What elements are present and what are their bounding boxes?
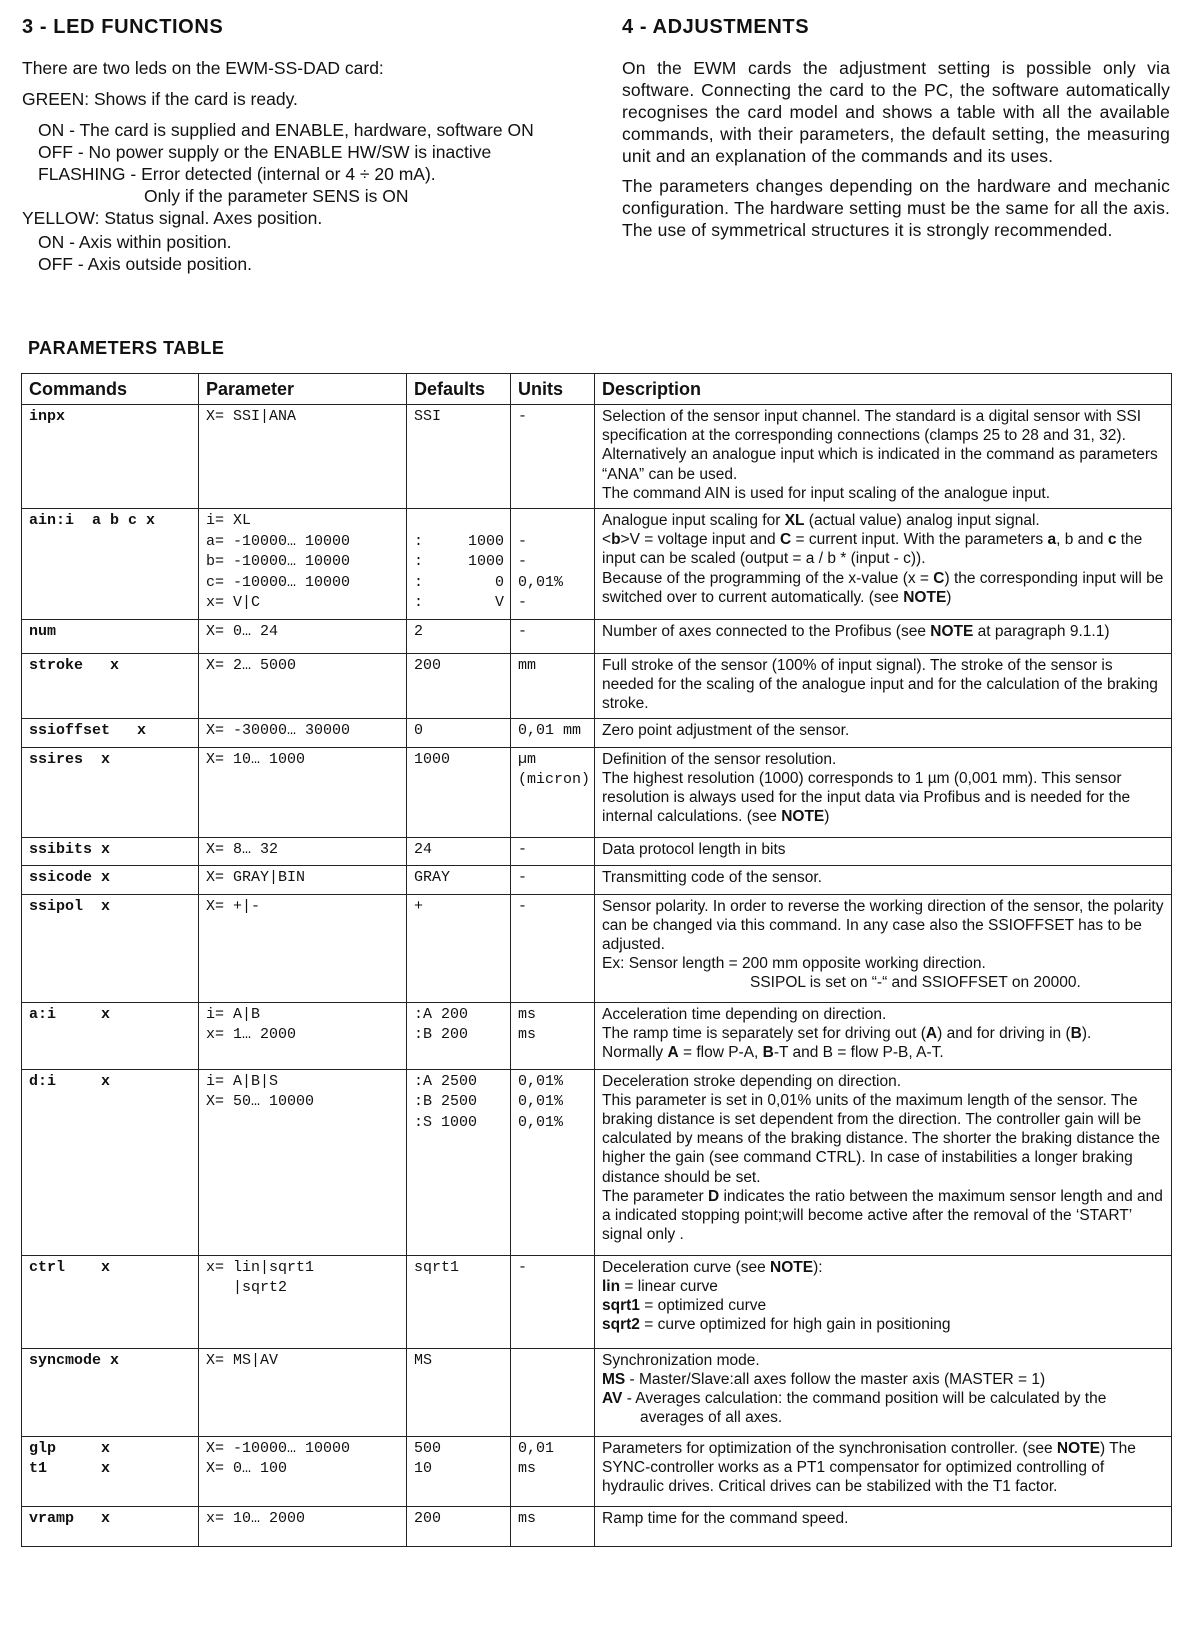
description-line: Selection of the sensor input channel. The standard is a digital sensor with SSI specification at the corresponding connections (clamps 25 to 28 and 31, 32). Alternatively an analogue input which is indicated in the command as parameters “ANA” can be used. xyxy=(602,408,1158,483)
unit-cell: - xyxy=(511,619,595,653)
description-line: The parameter D indicates the ratio between the maximum sensor length and and a indicated stopping point;will become active after the removal of the ‘START’ signal only . xyxy=(602,1187,1163,1244)
command-cell: stroke x xyxy=(22,653,199,719)
parameter-cell: x= 10… 2000 xyxy=(199,1506,407,1546)
table-row xyxy=(22,1069,1172,1255)
description-line: Number of axes connected to the Profibus (see NOTE at paragraph 9.1.1) xyxy=(602,622,1110,640)
parameters-table xyxy=(21,373,1172,1547)
default-cell: :A 2500 :B 2500 :S 1000 xyxy=(407,1069,511,1255)
green-on: ON - The card is supplied and ENABLE, hardware, software ON xyxy=(38,120,534,140)
header-units: Units xyxy=(511,374,595,405)
description-line: MS - Master/Slave:all axes follow the master axis (MASTER = 1) xyxy=(602,1370,1046,1388)
green-flashing-note: Only if the parameter SENS is ON xyxy=(144,186,409,206)
header-parameter: Parameter xyxy=(199,374,407,405)
parameter-cell: i= A|B x= 1… 2000 xyxy=(199,1002,407,1069)
table-row xyxy=(22,653,1172,719)
table-row xyxy=(22,509,1172,620)
parameter-cell: X= +|- xyxy=(199,894,407,1002)
table-row xyxy=(22,1506,1172,1546)
unit-cell: mm xyxy=(511,653,595,719)
parameter-cell: X= -10000… 10000 X= 0… 100 xyxy=(199,1436,407,1506)
description-line: The ramp time is separately set for driving out (A) and for driving in (B). xyxy=(602,1024,1092,1042)
description-cell xyxy=(595,1348,1172,1436)
parameter-cell: X= GRAY|BIN xyxy=(199,866,407,895)
description-line: This parameter is set in 0,01% units of the maximum length of the sensor. The braking distance is set dependent from the direction. The controller gain will be calculated by means of the braking distance. The shorter the braking distance the higher the gain (see command CTRL). In case of instabilities a longer braking distance should be set. xyxy=(602,1091,1161,1186)
default-cell: 2 xyxy=(407,619,511,653)
description-line: Sensor polarity. In order to reverse the working direction of the sensor, the polarity can be changed via this command. In any case also the SSIOFFSET has to be adjusted. xyxy=(602,897,1164,954)
yellow-heading: YELLOW: Status signal. Axes position. xyxy=(22,208,323,228)
parameter-cell: X= SSI|ANA xyxy=(199,405,407,509)
parameter-cell: X= 10… 1000 xyxy=(199,747,407,837)
command-cell: d:i x xyxy=(22,1069,199,1255)
unit-cell: - xyxy=(511,1255,595,1348)
unit-cell: - xyxy=(511,866,595,895)
description-line: Ramp time for the command speed. xyxy=(602,1509,849,1527)
default-cell: : 1000 : 1000 : 0 : V xyxy=(407,509,511,620)
adjustments-title: 4 - ADJUSTMENTS xyxy=(622,16,810,38)
default-cell: 24 xyxy=(407,837,511,866)
table-row xyxy=(22,747,1172,837)
green-flashing: FLASHING - Error detected (internal or 4 ÷ 20 mA). xyxy=(38,164,436,184)
command-cell: inpx xyxy=(22,405,199,509)
default-cell: 200 xyxy=(407,653,511,719)
parameter-cell: X= 2… 5000 xyxy=(199,653,407,719)
command-cell: ssires x xyxy=(22,747,199,837)
description-line: sqrt1 = optimized curve xyxy=(602,1297,767,1315)
parameter-cell: X= 8… 32 xyxy=(199,837,407,866)
command-cell: ssibits x xyxy=(22,837,199,866)
command-cell: syncmode x xyxy=(22,1348,199,1436)
yellow-off: OFF - Axis outside position. xyxy=(38,254,252,274)
description-cell xyxy=(595,619,1172,653)
command-cell: ssipol x xyxy=(22,894,199,1002)
unit-cell: - - 0,01% - xyxy=(511,509,595,620)
command-cell: glp x t1 x xyxy=(22,1436,199,1506)
description-line: Deceleration stroke depending on direction. xyxy=(602,1072,901,1090)
description-cell xyxy=(595,653,1172,719)
description-line: averages of all axes. xyxy=(640,1409,783,1427)
description-cell xyxy=(595,509,1172,620)
led-functions-section xyxy=(22,16,582,275)
description-line: Acceleration time depending on direction. xyxy=(602,1005,887,1023)
command-cell: ssioffset x xyxy=(22,719,199,748)
default-cell: GRAY xyxy=(407,866,511,895)
default-cell: MS xyxy=(407,1348,511,1436)
description-line: Synchronization mode. xyxy=(602,1351,760,1369)
description-cell xyxy=(595,1506,1172,1546)
unit-cell: ms xyxy=(511,1506,595,1546)
description-line: lin = linear curve xyxy=(602,1277,718,1295)
description-line: Because of the programming of the x-value (x = C) the corresponding input will be switched over to current automatically. (see NOTE) xyxy=(602,569,1164,606)
default-cell: sqrt1 xyxy=(407,1255,511,1348)
unit-cell: - xyxy=(511,837,595,866)
unit-cell: 0,01% 0,01% 0,01% xyxy=(511,1069,595,1255)
command-cell: vramp x xyxy=(22,1506,199,1546)
unit-cell: - xyxy=(511,405,595,509)
description-line: Data protocol length in bits xyxy=(602,840,786,858)
parameter-cell: X= MS|AV xyxy=(199,1348,407,1436)
unit-cell: µm (micron) xyxy=(511,747,595,837)
parameter-cell: i= XL a= -10000… 10000 b= -10000… 10000 c= -10000… 10000 x= V|C xyxy=(199,509,407,620)
command-cell: num xyxy=(22,619,199,653)
description-line: Definition of the sensor resolution. xyxy=(602,750,837,768)
parameter-cell: X= -30000… 30000 xyxy=(199,719,407,748)
default-cell: SSI xyxy=(407,405,511,509)
description-cell xyxy=(595,837,1172,866)
description-line: Normally A = flow P-A, B-T and B = flow P-B, A-T. xyxy=(602,1044,944,1062)
description-line: <b>V = voltage input and C = current input. With the parameters a, b and c the input can be scaled (output = a / b * (input - c)). xyxy=(602,531,1143,568)
green-off: OFF - No power supply or the ENABLE HW/SW is inactive xyxy=(38,142,492,162)
header-defaults: Defaults xyxy=(407,374,511,405)
default-cell: 200 xyxy=(407,1506,511,1546)
table-row xyxy=(22,1002,1172,1069)
default-cell: + xyxy=(407,894,511,1002)
description-cell xyxy=(595,405,1172,509)
parameter-cell: i= A|B|S X= 50… 10000 xyxy=(199,1069,407,1255)
parameter-cell: X= 0… 24 xyxy=(199,619,407,653)
description-cell xyxy=(595,1069,1172,1255)
yellow-on: ON - Axis within position. xyxy=(38,232,232,252)
description-line: Transmitting code of the sensor. xyxy=(602,869,822,887)
description-line: SSIPOL is set on “-“ and SSIOFFSET on 20000. xyxy=(750,974,1081,992)
default-cell: 1000 xyxy=(407,747,511,837)
default-cell: 500 10 xyxy=(407,1436,511,1506)
unit-cell: - xyxy=(511,894,595,1002)
command-cell: a:i x xyxy=(22,1002,199,1069)
table-row xyxy=(22,1348,1172,1436)
unit-cell xyxy=(511,1348,595,1436)
description-line: sqrt2 = curve optimized for high gain in positioning xyxy=(602,1316,951,1334)
parameter-cell: x= lin|sqrt1 |sqrt2 xyxy=(199,1255,407,1348)
command-cell: ssicode x xyxy=(22,866,199,895)
description-line: AV - Averages calculation: the command position will be calculated by the xyxy=(602,1390,1107,1408)
description-line: The highest resolution (1000) corresponds to 1 µm (0,001 mm). This sensor resolution is always used for the input data via Profibus and is needed for the internal calculations. (see NOTE) xyxy=(602,769,1131,826)
description-cell xyxy=(595,747,1172,837)
table-row xyxy=(22,894,1172,1002)
default-cell: :A 200 :B 200 xyxy=(407,1002,511,1069)
table-row xyxy=(22,405,1172,509)
table-row xyxy=(22,1436,1172,1506)
unit-cell: ms ms xyxy=(511,1002,595,1069)
description-line: Parameters for optimization of the synchronisation controller. (see NOTE) The SYNC-controller works as a PT1 compensator for optimized controlling of hydraulic drives. Critical drives can be stabilized with the T1 factor. xyxy=(602,1439,1136,1496)
header-commands: Commands xyxy=(22,374,199,405)
header-description: Description xyxy=(595,374,1172,405)
description-cell xyxy=(595,1436,1172,1506)
table-header-row xyxy=(22,374,1172,405)
adjustments-section xyxy=(622,16,1170,241)
description-line: The command AIN is used for input scaling of the analogue input. xyxy=(602,484,1051,502)
description-cell xyxy=(595,894,1172,1002)
table-row xyxy=(22,866,1172,895)
led-section-title: 3 - LED FUNCTIONS xyxy=(22,16,224,38)
description-line: Deceleration curve (see NOTE): xyxy=(602,1258,823,1276)
description-cell xyxy=(595,719,1172,748)
default-cell: 0 xyxy=(407,719,511,748)
adjustments-para-1: On the EWM cards the adjustment setting is possible only via software. Connecting the card to the PC, the software automatically recognises the card model and shows a table with all the available commands, with their parameters, the default setting, the measuring unit and an explanation of the commands and its uses. xyxy=(622,58,1170,166)
table-row xyxy=(22,719,1172,748)
description-line: Full stroke of the sensor (100% of input signal). The stroke of the sensor is needed for the scaling of the analogue input and for the calculation of the braking stroke. xyxy=(602,656,1158,712)
description-cell xyxy=(595,1002,1172,1069)
description-line: Analogue input scaling for XL (actual value) analog input signal. xyxy=(602,512,1040,530)
description-cell xyxy=(595,1255,1172,1348)
unit-cell: 0,01 ms xyxy=(511,1436,595,1506)
description-cell xyxy=(595,866,1172,895)
table-row xyxy=(22,1255,1172,1348)
table-row xyxy=(22,837,1172,866)
table-row xyxy=(22,619,1172,653)
description-line: Ex: Sensor length = 200 mm opposite working direction. xyxy=(602,955,986,973)
command-cell: ain:i a b c x xyxy=(22,509,199,620)
green-heading: GREEN: Shows if the card is ready. xyxy=(22,89,298,109)
parameters-table-title: PARAMETERS TABLE xyxy=(28,338,225,358)
unit-cell: 0,01 mm xyxy=(511,719,595,748)
adjustments-para-2: The parameters changes depending on the hardware and mechanic configuration. The hardware setting must be the same for all the axis. The use of symmetrical structures it is strongly recommended. xyxy=(622,176,1170,240)
command-cell: ctrl x xyxy=(22,1255,199,1348)
description-line: Zero point adjustment of the sensor. xyxy=(602,722,850,740)
led-intro: There are two leds on the EWM-SS-DAD card: xyxy=(22,58,384,78)
